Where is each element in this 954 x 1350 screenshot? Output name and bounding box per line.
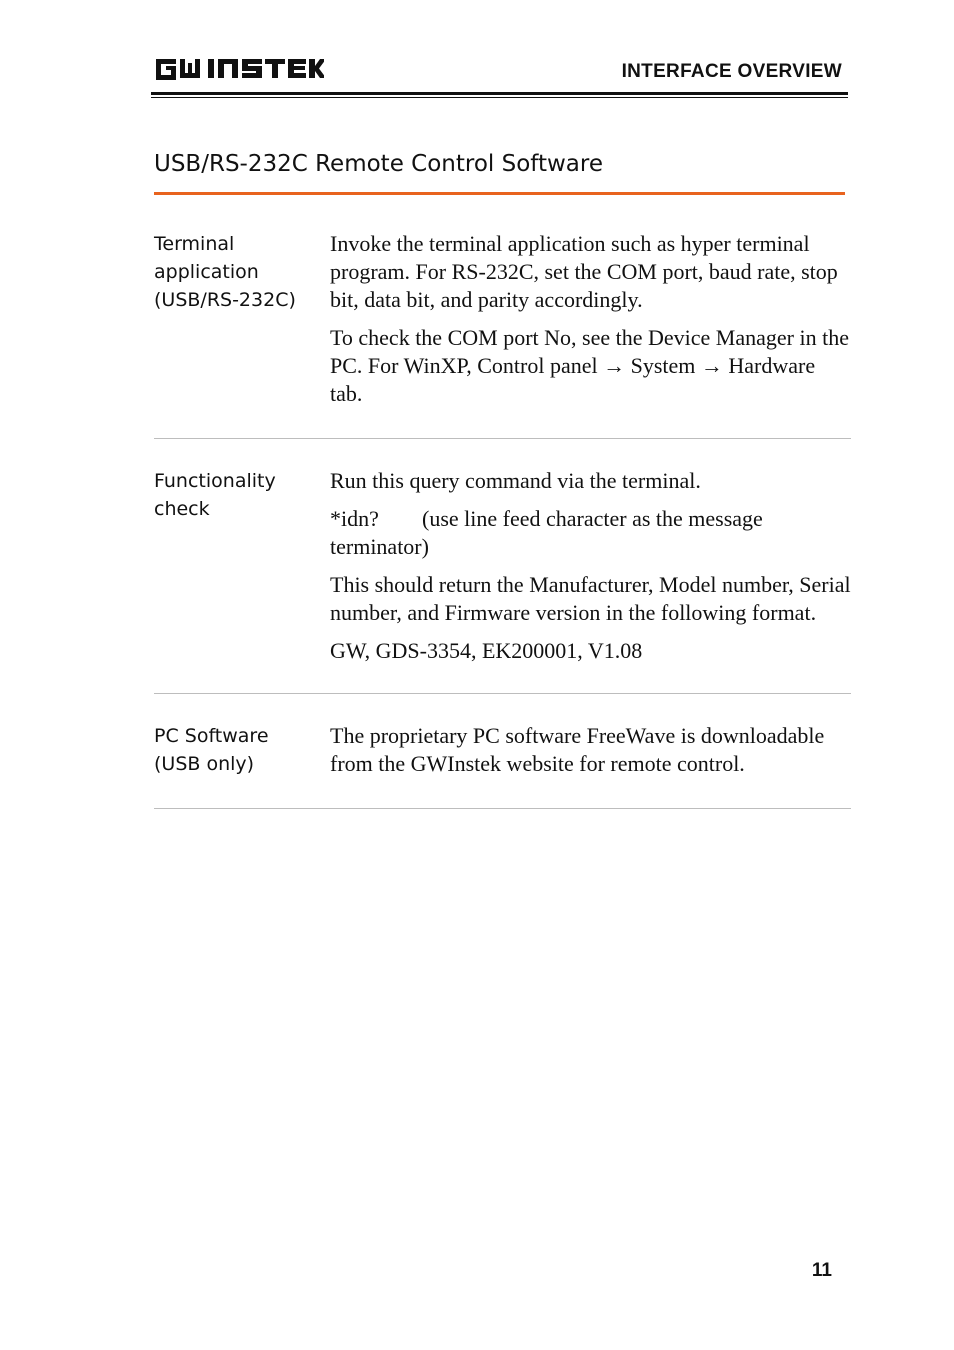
- page-number: 11: [811, 1260, 832, 1281]
- table-row: [154, 722, 851, 809]
- row-body: [330, 230, 851, 418]
- paragraph: To check the COM port No, see the Device Manager in the PC. For WinXP, Control panel → System → Hardware tab.: [330, 325, 849, 406]
- header-rule: [151, 92, 848, 98]
- gw-instek-logo: [154, 55, 324, 83]
- paragraph: Run this query command via the terminal.: [330, 468, 701, 493]
- paragraph: Invoke the terminal application such as hyper terminal program. For RS-232C, set the COM port, baud rate, stop bit, data bit, and parity accordingly.: [330, 231, 838, 312]
- paragraph: The proprietary PC software FreeWave is downloadable from the GWInstek website for remote control.: [330, 723, 825, 776]
- command-line: [330, 505, 851, 561]
- row-label: Functionality check: [154, 470, 276, 520]
- table-row: [154, 467, 851, 694]
- row-label: Terminal application (USB/RS-232C): [154, 233, 296, 311]
- paragraph: This should return the Manufacturer, Model number, Serial number, and Firmware version in the following format.: [330, 572, 851, 625]
- paragraph: GW, GDS-3354, EK200001, V1.08: [330, 638, 643, 663]
- command-note: (use line feed character as the message terminator): [330, 506, 763, 559]
- row-body: [330, 467, 851, 675]
- row-body: [330, 722, 851, 788]
- header-section-title: INTERFACE OVERVIEW: [621, 61, 842, 82]
- command-text: *idn?: [330, 506, 379, 531]
- table-row: [154, 230, 851, 439]
- row-label: PC Software (USB only): [154, 725, 269, 775]
- section-accent-rule: [154, 192, 845, 195]
- section-title: USB/RS-232C Remote Control Software: [154, 151, 604, 177]
